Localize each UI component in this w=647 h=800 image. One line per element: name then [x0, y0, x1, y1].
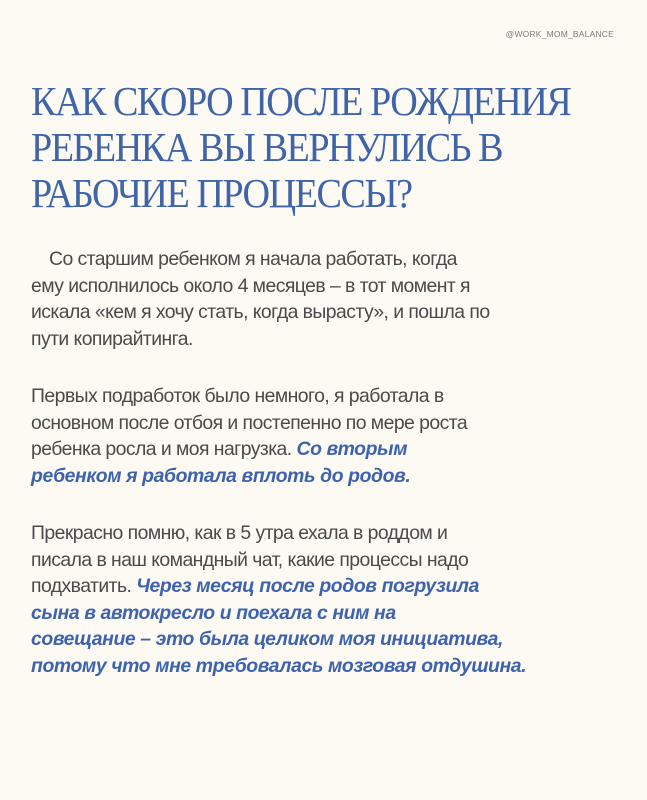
- title-line: КАК СКОРО ПОСЛЕ РОЖДЕНИЯ: [31, 78, 571, 124]
- text-line: писала в наш командный чат, какие процессы надо: [31, 548, 469, 571]
- text-line: Прекрасно помню, как в 5 утра ехала в роддом и: [31, 522, 448, 544]
- text-plain: подхватить.: [31, 575, 137, 597]
- paragraph-first-child: [31, 246, 621, 352]
- text-emphasis: Через месяц после родов погрузила: [136, 575, 479, 597]
- text-line: ему исполнилось около 4 месяцев – в тот момент я: [31, 274, 471, 297]
- text-emphasis-line: совещание – это была целиком моя инициатива,: [31, 628, 503, 650]
- text-line: Первых подработок было немного, я работала в: [31, 385, 444, 407]
- paragraph-second-child: [31, 383, 621, 489]
- page-title: [31, 78, 580, 216]
- text-emphasis-line: сына в автокресло и поехала с ним на: [31, 601, 396, 624]
- account-handle: @WORK_MOM_BALANCE: [505, 29, 614, 39]
- title-line: РАБОЧИЕ ПРОЦЕССЫ?: [31, 170, 412, 216]
- text-emphasis-line: ребенком я работала вплоть до родов.: [31, 464, 411, 487]
- mixed-line: [31, 573, 621, 600]
- text-line: пути копирайтинга.: [31, 327, 193, 350]
- text-line: искала «кем я хочу стать, когда вырасту», и пошла по: [31, 301, 490, 323]
- title-line: РЕБЕНКА ВЫ ВЕРНУЛИСЬ В: [31, 124, 503, 170]
- mixed-line: [31, 436, 621, 463]
- article-body: [31, 246, 621, 710]
- text-emphasis-line: потому что мне требовалась мозговая отдушина.: [31, 654, 527, 677]
- text-line: Со старшим ребенком я начала работать, когда: [49, 248, 457, 270]
- paragraph-return-to-work: [31, 520, 621, 679]
- text-emphasis: Со вторым: [296, 438, 408, 460]
- text-plain: ребенка росла и моя нагрузка.: [31, 438, 297, 460]
- text-line: основном после отбоя и постепенно по мере роста: [31, 411, 468, 434]
